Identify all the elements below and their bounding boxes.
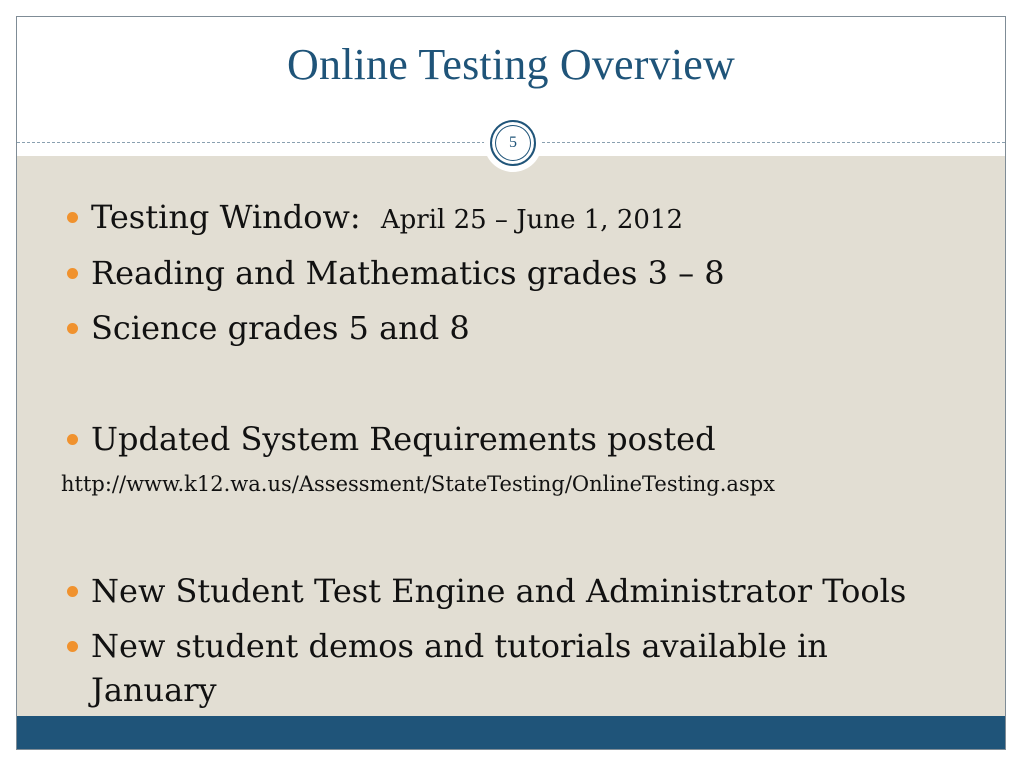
bullet-icon — [67, 268, 78, 279]
slide-number: 5 — [490, 120, 536, 166]
bullet-demos-tutorials — [91, 624, 991, 712]
footer-bar — [17, 716, 1005, 750]
requirements-url-link[interactable]: http://www.k12.wa.us/Assessment/StateTesting/OnlineTesting.aspx — [61, 472, 776, 496]
slide-body — [17, 156, 1005, 716]
bullet-test-engine — [91, 569, 991, 613]
bullet-testing-window — [91, 195, 991, 242]
slide-frame — [16, 16, 1006, 750]
bullet-icon — [67, 212, 78, 223]
bullet-system-requirements — [91, 417, 991, 461]
bullet-icon — [67, 586, 78, 597]
bullet-icon — [67, 323, 78, 334]
bullet-text: Science grades 5 and 8 — [91, 309, 470, 347]
bullet-text-line1: New student demos and tutorials available in — [91, 627, 828, 665]
testing-window-dates: April 25 – June 1, 2012 — [380, 205, 684, 235]
bullet-science — [91, 306, 991, 350]
slide-number-badge — [484, 114, 542, 172]
bullet-text: Updated System Requirements posted — [91, 420, 716, 458]
testing-window-label: Testing Window: — [91, 198, 361, 236]
bullet-list — [17, 156, 1005, 716]
bullet-icon — [67, 434, 78, 445]
bullet-text: New Student Test Engine and Administrator Tools — [91, 572, 907, 610]
bullet-text: Reading and Mathematics grades 3 – 8 — [91, 254, 725, 292]
slide-title: Online Testing Overview — [287, 40, 735, 89]
bullet-text-line2: January — [91, 671, 217, 709]
bullet-icon — [67, 641, 78, 652]
bullet-reading-math — [91, 251, 991, 295]
